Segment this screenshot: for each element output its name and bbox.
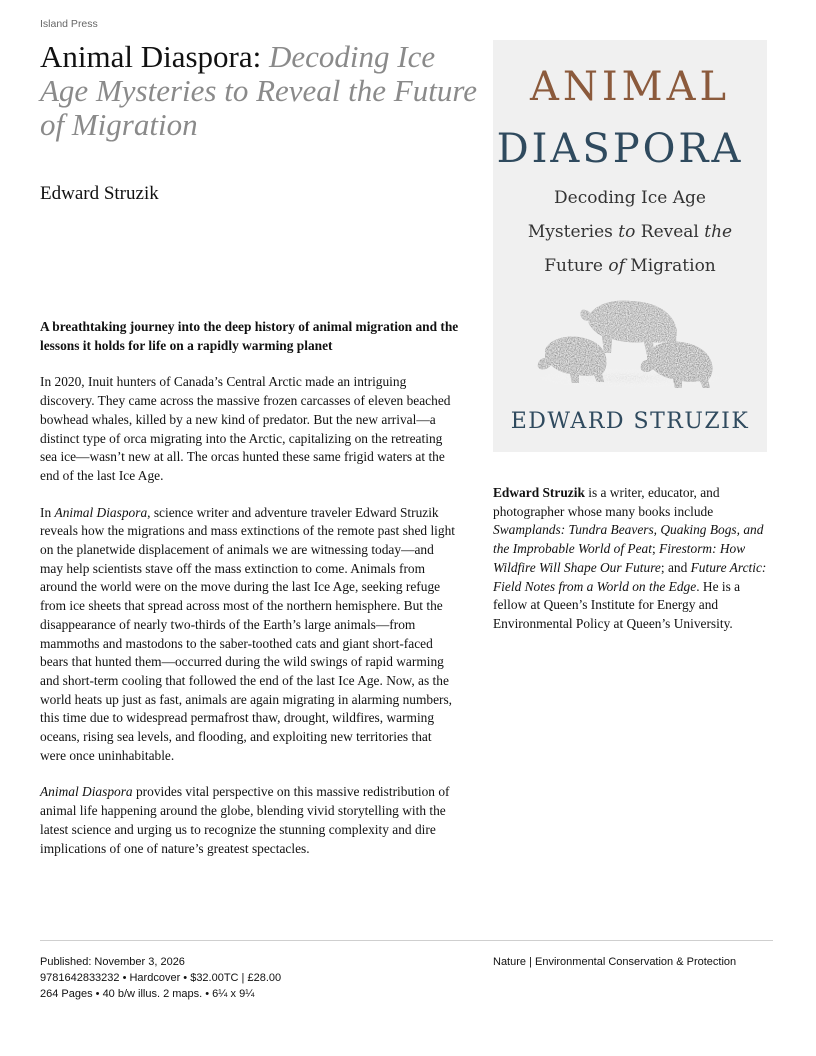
publication-details (40, 954, 281, 1002)
book-title-italic: Animal Diaspora (54, 504, 148, 520)
book-title-italic: Animal Diaspora (40, 784, 133, 800)
description-paragraph-3: Animal Diaspora provides vital perspective on this massive redistribution of animal life happening around the globe, blending vivid storytelling with the latest science and urging us to recognize the stunning complexity and dire implications of one of nature’s greatest spectacles. (40, 784, 450, 856)
bio-book-3: Future Arctic: Field Notes from a World on the Edge (493, 559, 767, 594)
isbn-price: 9781642833232 • Hardcover • $32.00TC | £28.00 (40, 972, 282, 984)
subject-category: Nature | Environmental Conservation & Protection (493, 956, 737, 968)
cover-title-line2: DIASPORA (496, 126, 744, 172)
title-main: Animal Diaspora: (40, 39, 262, 74)
book-title (40, 40, 480, 142)
cover-author: EDWARD STRUZIK (510, 409, 750, 434)
book-author: Edward Struzik (40, 183, 159, 204)
description-tagline: A breathtaking journey into the deep history of animal migration and the lessons it holds for life on a rapidly warming planet (40, 319, 459, 353)
cover-subtitle-line2: Mysteries to Reveal the (527, 222, 733, 242)
author-bio: Edward Struzik is a writer, educator, and photographer whose many books include Swamplands: Tundra Beavers, Quaking Bogs, and the Improbable World of Peat; Firestorm: How Wildfire Will Shape Our Future; and Future Arctic: Field Notes from a World on the Edge. He is a fellow at Queen’s Institute for Energy and Environmental Policy at Queen’s University. (493, 485, 767, 631)
title-subtitle: Decoding Ice Age Mysteries to Reveal the Future of Migration (40, 39, 477, 142)
description-paragraph-1: In 2020, Inuit hunters of Canada’s Central Arctic made an intriguing discovery. They came across the massive frozen carcasses of eleven beached bowhead whales, killed by a new kind of predator. But the new arrival—a distinct type of orca migrating into the Arctic, capitalizing on the retreating sea ice—wasn’t new at all. The orcas hunted these same frigid waters at the end of the last Ice Age. (40, 374, 451, 483)
footer-divider (40, 940, 773, 941)
publication-date: Published: November 3, 2026 (40, 956, 185, 968)
bio-book-2: Firestorm: How Wildfire Will Shape Our Future (493, 541, 746, 575)
cover-subtitle-line1: Decoding Ice Age (554, 188, 706, 208)
cover-subtitle-line3: Future of Migration (544, 256, 716, 276)
book-cover (493, 40, 767, 452)
page-count: 264 Pages • 40 b/w illus. 2 maps. • 6¼ x 9¼ (40, 988, 255, 1000)
description-paragraph-2: In Animal Diaspora, science writer and adventure traveler Edward Struzik reveals how the migrations and mass extinctions of the remote past shed light on the planetwide displacement of animals we are witnessing today—and may help scientists stave off the mass extinction to come. Animals from around the world were on the move during the last Ice Age, seeking refuge from ice sheets that spread across most of the northern hemisphere. But the disappearance of nearly two-thirds of the Earth’s large animals—from mammoths and mastodons to the saber-toothed cats and giant short-faced bears that hunted them—occurred during the wild swings of rapid warming and short-term cooling that followed the end of the last Ice Age. Now, as the world heats up just as fast, animals are again migrating in alarming numbers, this time due to widespread permafrost thaw, drought, wildfires, warming oceans, rising sea levels, and flooding, and exploiting new territories that were once uninhabitable. (40, 504, 456, 763)
bio-author-name: Edward Struzik (493, 485, 585, 500)
bio-book-1: Swamplands: Tundra Beavers, Quaking Bogs, and the Improbable World of Peat (493, 522, 764, 557)
description (40, 318, 460, 876)
cover-title-line1: ANIMAL (529, 64, 731, 110)
publisher-name: Island Press (40, 18, 98, 30)
